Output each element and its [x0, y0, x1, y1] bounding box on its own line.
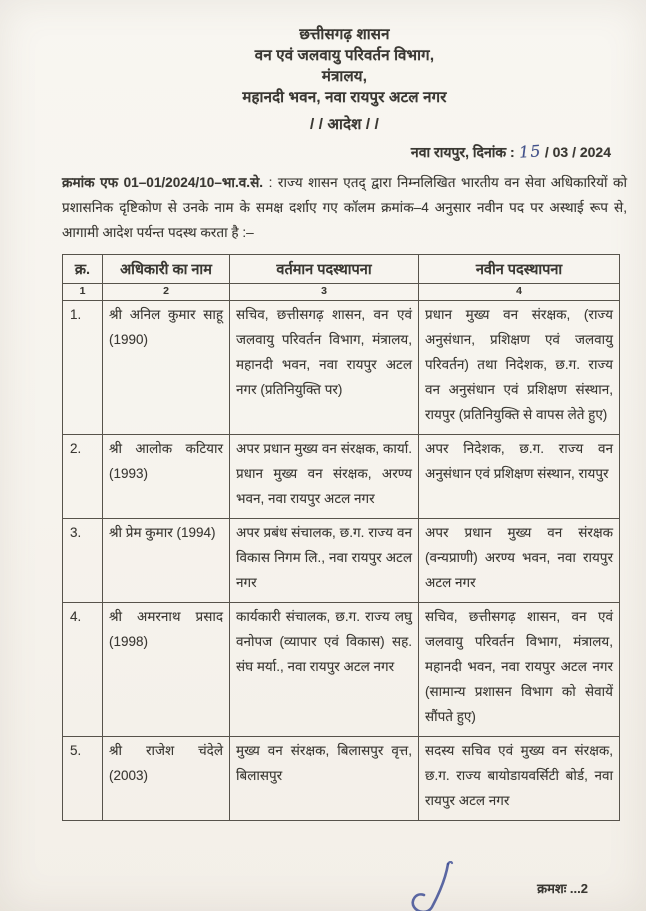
letterhead	[62, 24, 627, 135]
officer-name-cell: श्री आलोक कटियार (1993)	[103, 435, 230, 519]
table-row	[63, 737, 620, 821]
ministry-line: मंत्रालय,	[321, 68, 368, 85]
col-header-officer-name: अधिकारी का नाम	[103, 255, 230, 284]
officer-name-cell: श्री राजेश चंदेले (2003)	[103, 737, 230, 821]
order-body-text: : राज्य शासन एतद् द्वारा निम्नलिखित भारतीय वन सेवा अधिकारियों को प्रशासनिक दृष्टिकोण से उनके नाम के समक्ष दर्शाए गए कॉलम क्रमांक–4 अनुसार नवीन पद पर अस्थाई रूप से, आगामी आदेश पर्यन्त पदस्थ करता है :–	[62, 175, 627, 240]
new-posting-cell: सदस्य सचिव एवं मुख्य वन संरक्षक, छ.ग. राज्य बायोडायवर्सिटी बोर्ड, नवा रायपुर अटल नगर	[419, 737, 620, 821]
place-date-label: नवा रायपुर, दिनांक :	[410, 144, 515, 160]
date-month-year: / 03 / 2024	[544, 144, 611, 160]
table-row	[63, 603, 620, 737]
row-number-cell: 1.	[63, 301, 103, 435]
col-header-new-posting: नवीन पदस्थापना	[419, 255, 620, 284]
column-number: 3	[230, 284, 419, 301]
table-row	[63, 519, 620, 603]
column-number: 1	[63, 284, 103, 301]
row-number-cell: 4.	[63, 603, 103, 737]
current-posting-cell: अपर प्रबंध संचालक, छ.ग. राज्य वन विकास निगम लि., नवा रायपुर अटल नगर	[230, 519, 419, 603]
officer-name-cell: श्री प्रेम कुमार (1994)	[103, 519, 230, 603]
table-row	[63, 435, 620, 519]
continuation-marker: क्रमशः ...2	[537, 881, 588, 896]
new-posting-cell: अपर प्रधान मुख्य वन संरक्षक (वन्यप्राणी) अरण्य भवन, नवा रायपुर अटल नगर	[419, 519, 620, 603]
row-number-cell: 2.	[63, 435, 103, 519]
table-header-row	[63, 255, 620, 284]
address-line: महानदी भवन, नवा रायपुर अटल नगर	[242, 89, 447, 106]
column-number: 4	[419, 284, 620, 301]
signature-ink-icon	[396, 861, 486, 911]
government-name: छत्तीसगढ़ शासन	[299, 26, 390, 43]
col-header-serial: क्र.	[63, 255, 103, 284]
new-posting-cell: सचिव, छत्तीसगढ़ शासन, वन एवं जलवायु परिवर्तन विभाग, मंत्रालय, महानदी भवन, नवा रायपुर अटल नगर (सामान्य प्रशासन विभाग को सेवायें सौंपते हुए)	[419, 603, 620, 737]
row-number-cell: 3.	[63, 519, 103, 603]
current-posting-cell: मुख्य वन संरक्षक, बिलासपुर वृत्त, बिलासपुर	[230, 737, 419, 821]
officer-name-cell: श्री अनिल कुमार साहू (1990)	[103, 301, 230, 435]
row-number-cell: 5.	[63, 737, 103, 821]
current-posting-cell: कार्यकारी संचालक, छ.ग. राज्य लघु वनोपज (व्यापार एवं विकास) सह. संघ मर्या., नवा रायपुर अटल नगर	[230, 603, 419, 737]
new-posting-cell: अपर निदेशक, छ.ग. राज्य वन अनुसंधान एवं प्रशिक्षण संस्थान, रायपुर	[419, 435, 620, 519]
handwritten-date-day: 15	[517, 141, 542, 162]
table-row	[63, 301, 620, 435]
posting-table	[62, 254, 620, 821]
order-paragraph	[62, 170, 627, 245]
new-posting-cell: प्रधान मुख्य वन संरक्षक, (राज्य अनुसंधान, प्रशिक्षण एवं जलवायु परिवर्तन) तथा निदेशक, छ.ग. राज्य वन अनुसंधान एवं प्रशिक्षण संस्थान, रायपुर (प्रतिनियुक्ति से वापस लेते हुए)	[419, 301, 620, 435]
place-date-line	[62, 142, 611, 162]
reference-number: क्रमांक एफ 01–01/2024/10–भा.व.से.	[62, 175, 264, 190]
column-number-row	[63, 284, 620, 301]
department-name: वन एवं जलवायु परिवर्तन विभाग,	[254, 47, 435, 64]
order-title: / / आदेश / /	[309, 116, 380, 133]
current-posting-cell: अपर प्रधान मुख्य वन संरक्षक, कार्या. प्रधान मुख्य वन संरक्षक, अरण्य भवन, नवा रायपुर अटल नगर	[230, 435, 419, 519]
col-header-current-posting: वर्तमान पदस्थापना	[230, 255, 419, 284]
column-number: 2	[103, 284, 230, 301]
officer-name-cell: श्री अमरनाथ प्रसाद (1998)	[103, 603, 230, 737]
current-posting-cell: सचिव, छत्तीसगढ़ शासन, वन एवं जलवायु परिवर्तन विभाग, मंत्रालय, महानदी भवन, नवा रायपुर अटल नगर (प्रतिनियुक्ति पर)	[230, 301, 419, 435]
